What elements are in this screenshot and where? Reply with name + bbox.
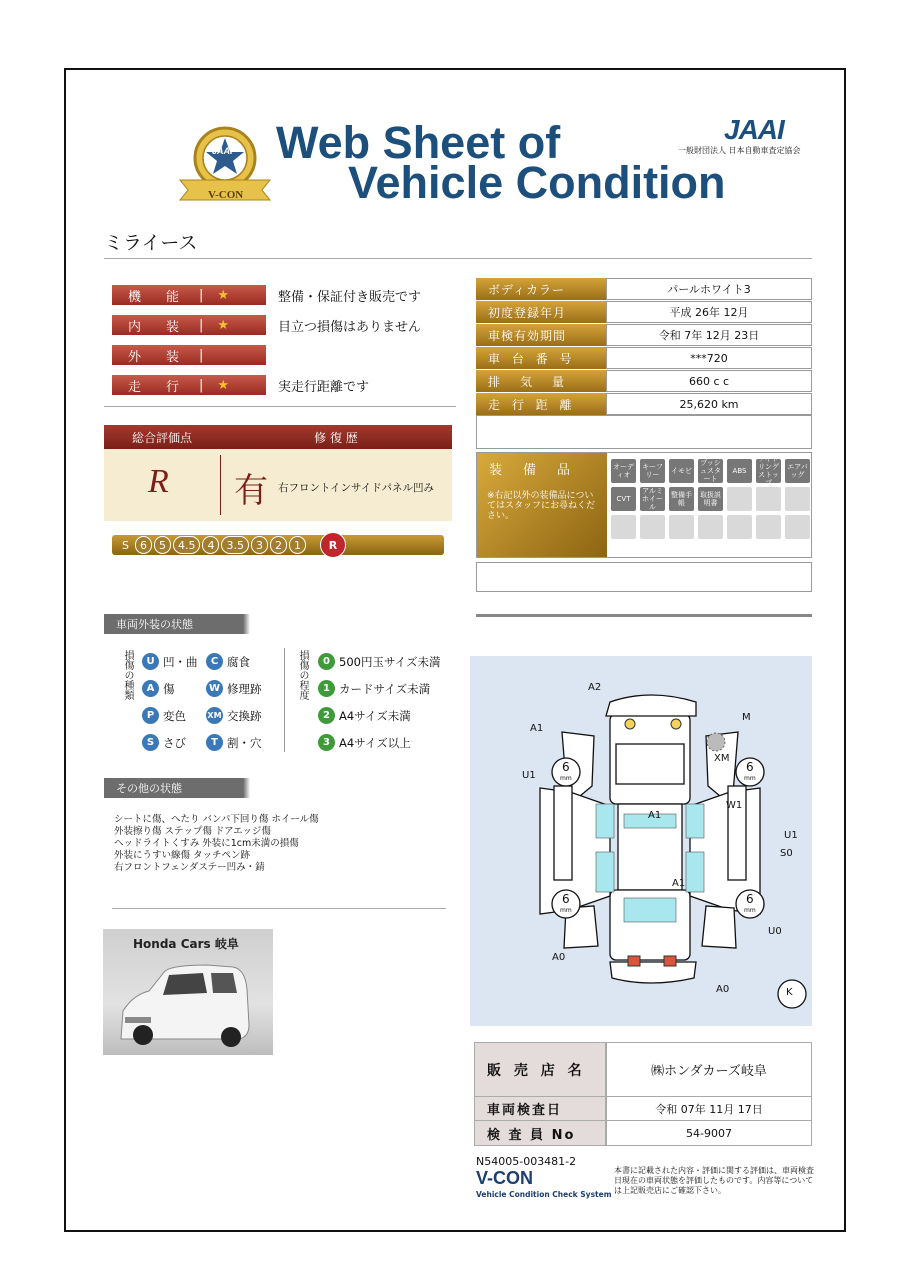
diagram-label: A0 [716, 984, 730, 995]
degree-text: カードサイズ未満 [339, 681, 431, 696]
scale-item: S [122, 538, 129, 552]
badge-bottom-text: V-CON [208, 189, 244, 201]
rating-label: 機 能 [128, 289, 186, 305]
title-divider [104, 258, 812, 259]
scale-item-selected: R [320, 532, 346, 558]
rating-label: 内 装 [128, 319, 186, 335]
other-lines [114, 814, 319, 874]
evaluation-box [104, 425, 452, 521]
spec-label: 車 台 番 号 [476, 347, 606, 369]
car-name: ミライース [104, 232, 198, 254]
damage-type-item [142, 702, 206, 729]
diagram-label: A1 [648, 810, 662, 821]
equipment-item: アイドリングストップ [756, 459, 781, 483]
scale-item: 2 [270, 536, 287, 554]
damage-text: 傷 [163, 681, 175, 696]
inspector-value: 54-9007 [605, 1121, 811, 1145]
store-label: 販 売 店 名 [475, 1043, 605, 1096]
equipment-item: キーフリー [640, 459, 665, 483]
diagram-label: A1 [672, 878, 686, 889]
diagram-label: M [742, 712, 751, 723]
repair-header: 修 復 歴 [314, 430, 358, 445]
damage-text: 交換跡 [227, 708, 262, 723]
damage-code: A [142, 680, 159, 697]
rating-label-bar [112, 345, 266, 365]
diagram-label: A1 [530, 723, 544, 734]
spec-value: 平成 26年 12月 [606, 301, 812, 323]
rating-label: 外 装 [128, 349, 186, 365]
damage-code: P [142, 707, 159, 724]
star-icon: ★ [217, 317, 236, 333]
score-scale [112, 535, 444, 555]
tire-depth: 6 [746, 892, 754, 906]
vcon-brand: V-CON [476, 1168, 534, 1188]
eval-divider [220, 455, 221, 515]
diagram-label: A0 [552, 952, 566, 963]
equipment-item: 整備手帳 [669, 487, 694, 511]
other-line: 右フロントフェンダステー凹み・錆 [114, 862, 265, 873]
spec-value: ***720 [606, 347, 812, 369]
damage-types [142, 648, 272, 756]
spec-label: 排 気 量 [476, 370, 606, 392]
equipment-item: エアバッグ [785, 459, 810, 483]
degree-text: 500円玉サイズ未満 [339, 654, 441, 669]
diagram-label: U0 [768, 926, 782, 937]
spec-row [476, 278, 812, 300]
spec-row [476, 301, 812, 323]
footer-note: 本書に記載された内容・評価に関する評価は、車両検査日現在の車両状態を評価したものです。内容等については上記販売店にご確認下さい。 [614, 1166, 814, 1195]
diagram-label: A2 [588, 682, 602, 693]
rating-label: 走 行 [128, 379, 186, 395]
rating-label-bar [112, 375, 266, 395]
equipment-empty [698, 515, 723, 539]
inspector-row [475, 1121, 811, 1145]
degree-code: 1 [318, 680, 335, 697]
spec-value: パールホワイト3 [606, 278, 812, 300]
equipment-box [476, 452, 812, 558]
equipment-item: 取扱説明書 [698, 487, 723, 511]
damage-type-item [142, 675, 206, 702]
damage-degree-item [318, 675, 458, 702]
equipment-item: プッシュスタート [700, 459, 721, 483]
damage-code: W [206, 680, 223, 697]
car-photo [103, 929, 273, 1055]
store-row [475, 1043, 811, 1097]
other-line: 外装擦り傷 ステップ傷 ドアエッジ傷 [114, 826, 271, 837]
diagram-label: U1 [522, 770, 536, 781]
date-row [475, 1097, 811, 1121]
ratings-list [112, 280, 452, 400]
scale-item: 3.5 [221, 536, 249, 554]
equipment-title: 装 備 品 [489, 463, 575, 478]
equipment-blank-box [476, 562, 812, 592]
damage-degrees [318, 648, 458, 756]
bar-divider: | [199, 377, 210, 393]
damage-type-item [206, 675, 272, 702]
org-name: 一般財団法人 日本自動車査定協会 [678, 146, 801, 155]
tire-depth: 6 [746, 760, 754, 774]
scale-item: 4.5 [173, 536, 201, 554]
equipment-grid [611, 455, 811, 539]
score-value: R [148, 463, 169, 500]
title-line1: Web Sheet of [276, 117, 561, 168]
tire-unit: mm [560, 775, 572, 782]
equipment-item: アルミホイール [642, 487, 663, 511]
equipment-item: CVT [611, 487, 636, 511]
spec-label: 走 行 距 離 [476, 393, 606, 415]
tire-depth: 6 [562, 892, 570, 906]
spec-value: 令和 7年 12月 23日 [606, 324, 812, 346]
scale-item: 5 [154, 536, 171, 554]
degree-text: A4サイズ以上 [339, 735, 411, 750]
degree-text: A4サイズ未満 [339, 708, 411, 723]
rating-text: 整備・保証付き販売です [278, 289, 422, 305]
damage-degree-label: 損傷の程度 [297, 650, 308, 700]
spec-label: 車検有効期間 [476, 324, 606, 346]
other-line: シートに傷、へたり バンパ下回り傷 ホイール傷 [114, 814, 319, 825]
score-header: 総合評価点 [131, 430, 192, 445]
damage-type-item [206, 729, 272, 756]
damage-type-item [142, 729, 206, 756]
bar-divider: | [199, 347, 210, 363]
diagram-label: K [786, 987, 793, 998]
inspector-label: 検 査 員 No [475, 1121, 605, 1145]
bar-divider: | [199, 287, 210, 303]
tire-depth: 6 [562, 760, 570, 774]
spec-label: 初度登録年月 [476, 301, 606, 323]
spec-label: ボディカラー [476, 278, 606, 300]
spec-row [476, 324, 812, 346]
damage-code: C [206, 653, 223, 670]
other-line: ヘッドライトくすみ 外装に1cm未満の損傷 [114, 838, 299, 849]
rating-row [112, 370, 452, 400]
damage-text: 腐食 [227, 654, 250, 669]
damage-code: S [142, 734, 159, 751]
specs-table [476, 278, 812, 416]
rating-label-bar [112, 315, 266, 335]
car-outline [470, 656, 812, 1026]
jaai-logo: JAAI [724, 114, 784, 145]
damage-degree-item [318, 702, 458, 729]
repair-note: 右フロントインサイドパネル凹み [278, 482, 435, 494]
damage-text: さび [163, 735, 186, 750]
date-value: 令和 07年 11月 17日 [605, 1097, 811, 1120]
equipment-empty [640, 515, 665, 539]
exterior-header: 車両外装の状態 [104, 614, 452, 634]
rating-text: 目立つ損傷はありません [278, 319, 422, 335]
spec-row [476, 347, 812, 369]
photo-caption: Honda Cars 岐阜 [133, 937, 239, 951]
doc-number: N54005-003481-2 [476, 1155, 577, 1168]
damage-text: 割・穴 [227, 735, 262, 750]
spec-blank-box [476, 415, 812, 449]
damage-text: 凹・曲 [163, 654, 198, 669]
spec-value: 660 c c [606, 370, 812, 392]
equipment-empty [756, 515, 781, 539]
shop-table [474, 1042, 812, 1146]
damage-type-item [206, 648, 272, 675]
diagram-label: U1 [784, 830, 798, 841]
diagram-label: S0 [780, 848, 793, 859]
bar-divider: | [199, 317, 210, 333]
spec-row [476, 370, 812, 392]
equipment-empty [785, 487, 810, 511]
damage-text: 変色 [163, 708, 186, 723]
vcon-brand-sub: Vehicle Condition Check System [476, 1190, 612, 1199]
degree-code: 2 [318, 707, 335, 724]
equipment-label-area [477, 453, 607, 557]
equipment-item: オーディオ [611, 459, 636, 483]
other-divider [112, 908, 446, 909]
rating-row [112, 280, 452, 310]
equipment-item: ABS [727, 459, 752, 483]
degree-code: 0 [318, 653, 335, 670]
tire-unit: mm [744, 907, 756, 914]
date-label: 車両検査日 [475, 1097, 605, 1120]
damage-type-item [206, 702, 272, 729]
mid-divider [476, 614, 812, 617]
rating-label-bar [112, 285, 266, 305]
star-icon: ★ [217, 287, 236, 303]
other-header: その他の状態 [104, 778, 452, 798]
equipment-note: ※右記以外の装備品についてはスタッフにお尋ねください。 [487, 491, 596, 521]
degree-code: 3 [318, 734, 335, 751]
tire-unit: mm [744, 775, 756, 782]
spec-value: 25,620 km [606, 393, 812, 415]
vehicle-diagram [470, 656, 812, 1026]
tire-unit: mm [560, 907, 572, 914]
damage-code: T [206, 734, 223, 751]
legend-divider [284, 648, 285, 752]
spec-row [476, 393, 812, 415]
badge-top-text: JAAI [212, 146, 233, 156]
damage-degree-item [318, 648, 458, 675]
equipment-empty [727, 487, 752, 511]
damage-type-item [142, 648, 206, 675]
damage-text: 修理跡 [227, 681, 262, 696]
scale-item: 3 [251, 536, 268, 554]
damage-type-label: 損傷の種類 [122, 650, 133, 700]
rating-row [112, 310, 452, 340]
title-line2: Vehicle Condition [348, 157, 726, 208]
equipment-empty [756, 487, 781, 511]
scale-item: 4 [202, 536, 219, 554]
evaluation-header [104, 425, 452, 449]
rating-text: 実走行距離です [278, 379, 370, 395]
damage-code: U [142, 653, 159, 670]
other-line: 外装にうすい線傷 タッチペン跡 [114, 850, 251, 861]
damage-code: XM [206, 707, 223, 724]
equipment-empty [785, 515, 810, 539]
equipment-empty [727, 515, 752, 539]
star-icon: ★ [217, 377, 236, 393]
ratings-divider [104, 406, 456, 407]
diagram-label: W1 [726, 800, 743, 811]
scale-item: 1 [289, 536, 306, 554]
diagram-label: XM [714, 753, 730, 764]
store-value: ㈱ホンダカーズ岐阜 [605, 1043, 811, 1096]
rating-row [112, 340, 452, 370]
equipment-item: イモビ [669, 459, 694, 483]
damage-degree-item [318, 729, 458, 756]
equipment-empty [669, 515, 694, 539]
scale-item: 6 [135, 536, 152, 554]
equipment-empty [611, 515, 636, 539]
repair-value: 有 [234, 473, 268, 510]
